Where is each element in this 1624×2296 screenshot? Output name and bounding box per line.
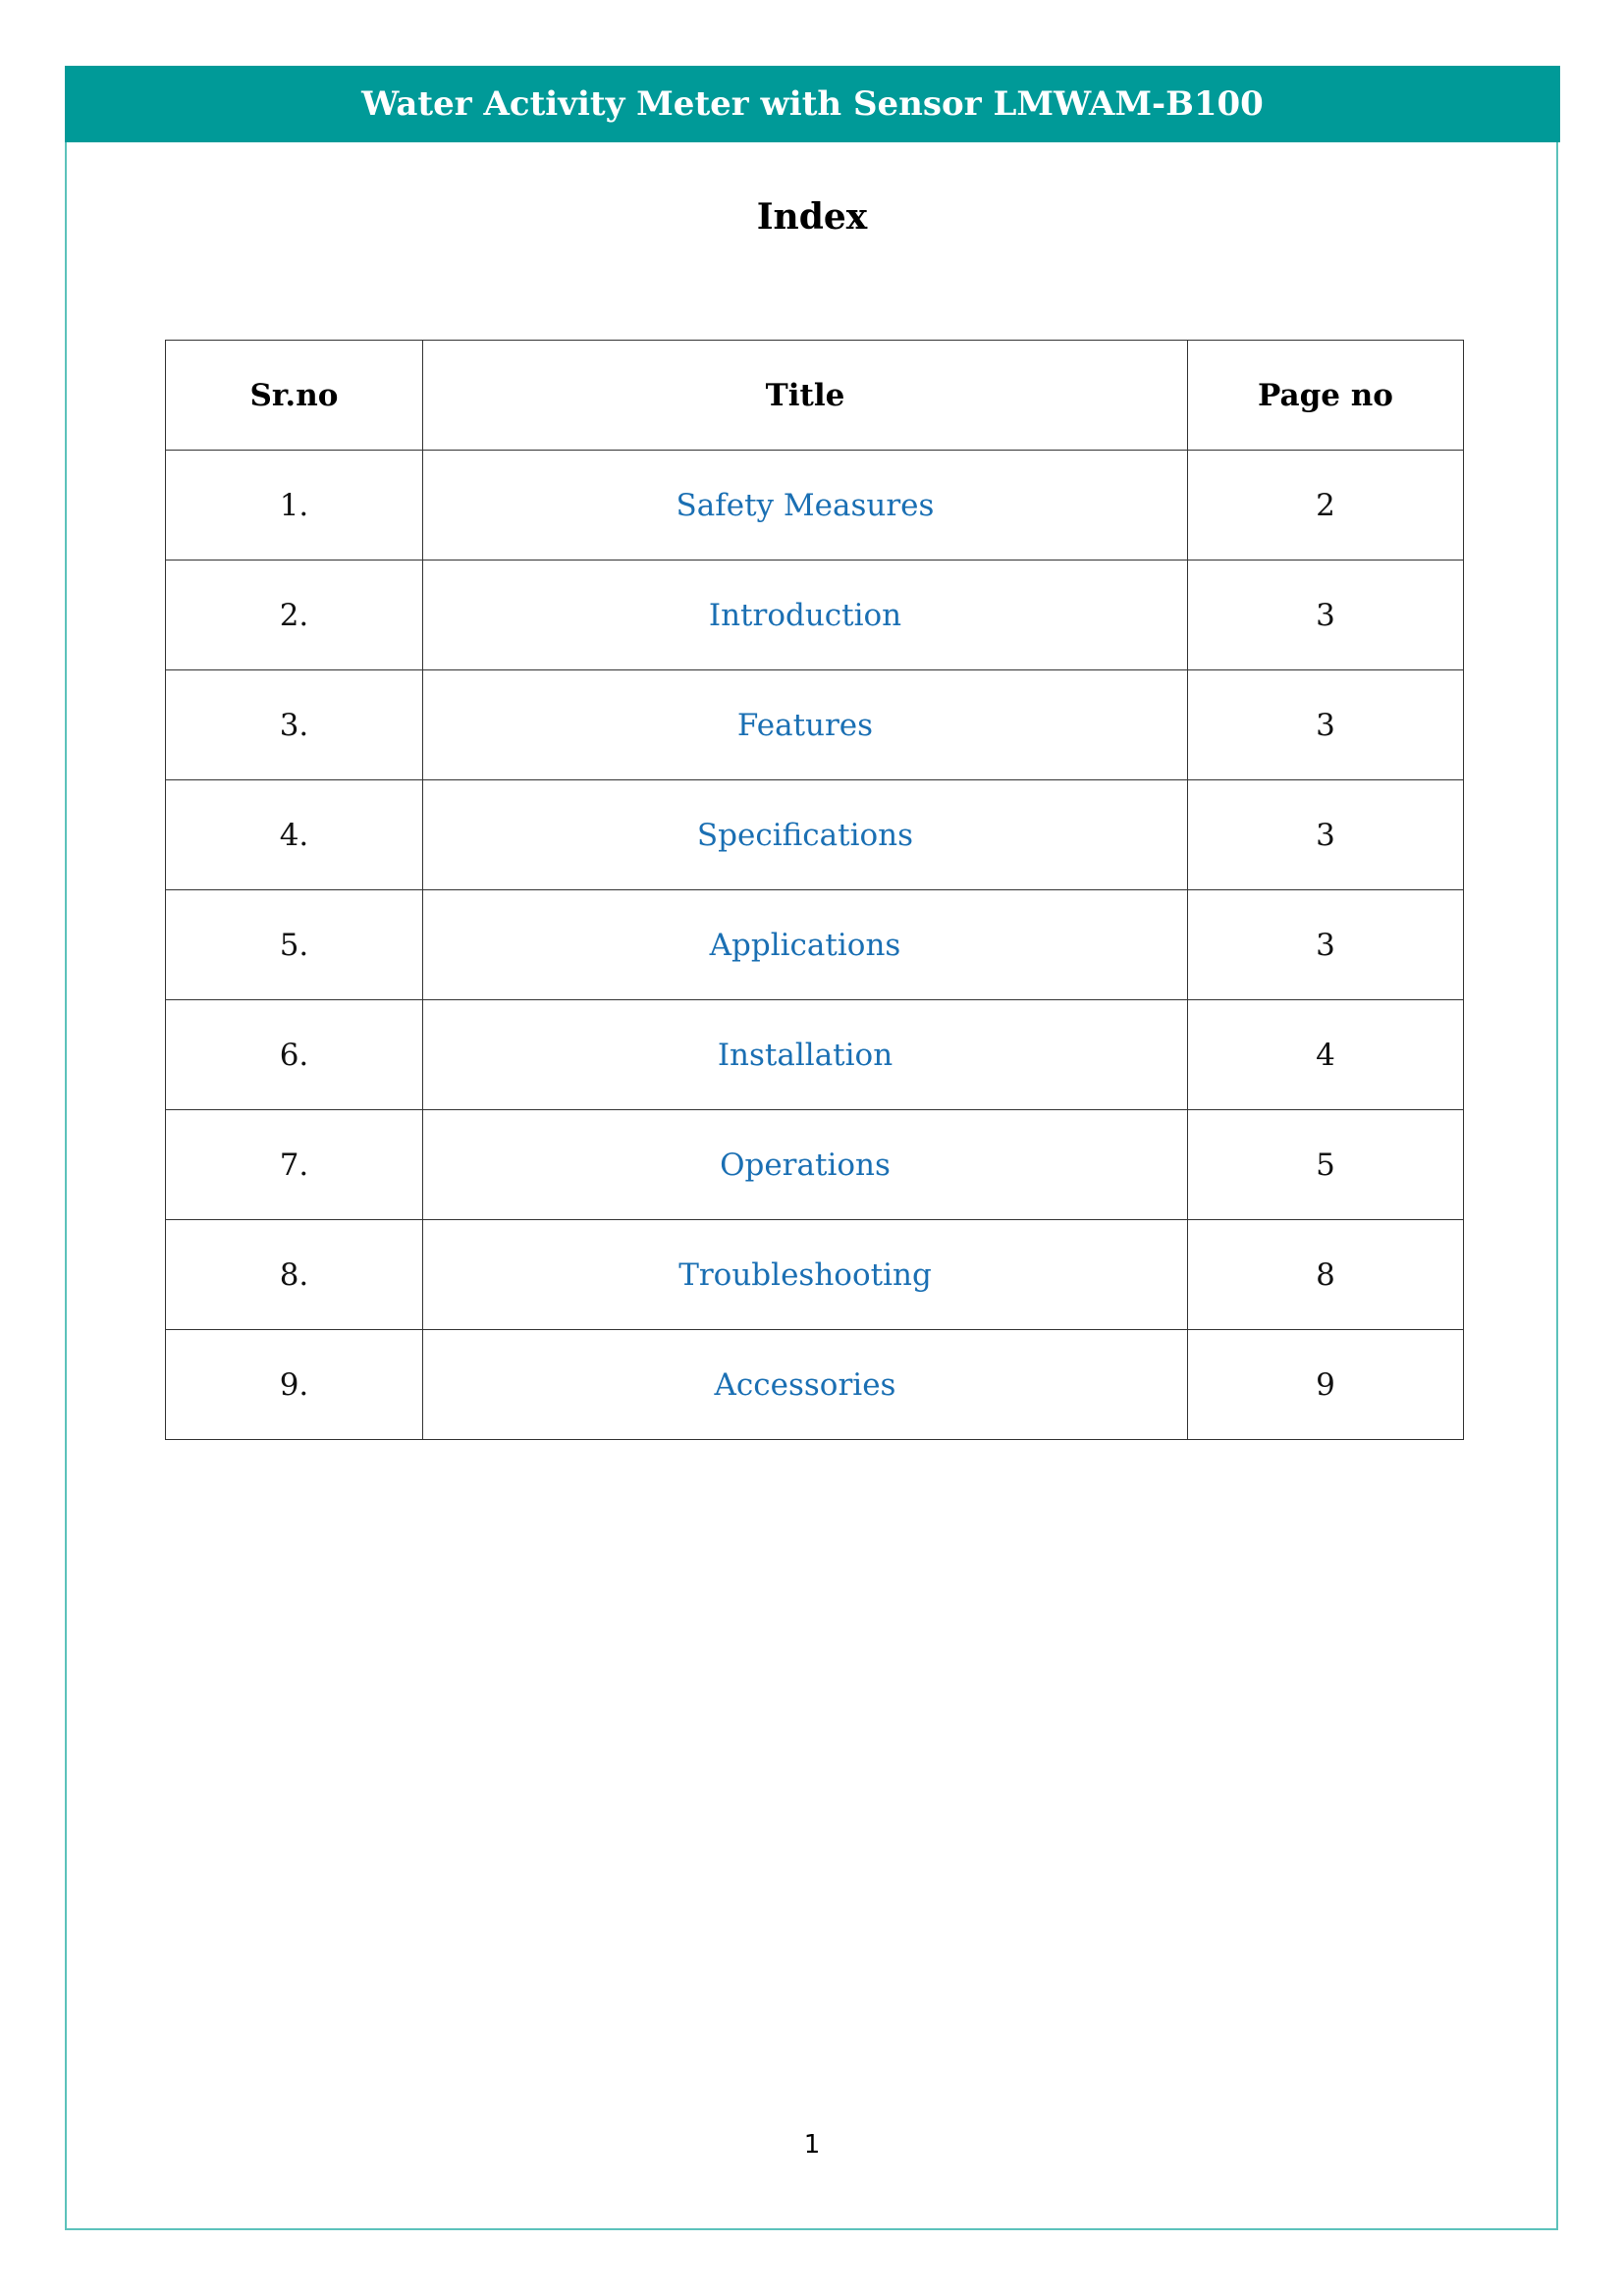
row-sr: 6.	[166, 1000, 423, 1110]
toc-link-troubleshooting[interactable]: Troubleshooting	[678, 1256, 932, 1293]
row-page: 5	[1188, 1110, 1464, 1220]
column-header-title: Title	[423, 341, 1188, 451]
toc-link-accessories[interactable]: Accessories	[714, 1366, 896, 1403]
table-row	[166, 780, 1464, 890]
table-row	[166, 451, 1464, 561]
table-row	[166, 1220, 1464, 1330]
document-title: Water Activity Meter with Sensor LMWAM-B100	[361, 84, 1264, 124]
column-header-sr: Sr.no	[166, 341, 423, 451]
row-page: 3	[1188, 561, 1464, 670]
toc-link-features[interactable]: Features	[736, 707, 874, 743]
row-sr: 2.	[166, 561, 423, 670]
toc-link-introduction[interactable]: Introduction	[708, 597, 902, 633]
row-sr: 3.	[166, 670, 423, 780]
row-page: 2	[1188, 451, 1464, 561]
row-page: 3	[1188, 890, 1464, 1000]
document-header	[65, 66, 1560, 142]
row-page: 3	[1188, 780, 1464, 890]
row-page: 9	[1188, 1330, 1464, 1440]
toc-link-safety-measures[interactable]: Safety Measures	[676, 487, 935, 523]
row-sr: 1.	[166, 451, 423, 561]
row-sr: 7.	[166, 1110, 423, 1220]
index-heading: Index	[756, 196, 868, 238]
table-header-row	[166, 341, 1464, 451]
table-row	[166, 1000, 1464, 1110]
toc-link-operations[interactable]: Operations	[720, 1147, 891, 1183]
table-row	[166, 670, 1464, 780]
table-row	[166, 561, 1464, 670]
row-sr: 9.	[166, 1330, 423, 1440]
toc-link-installation[interactable]: Installation	[717, 1037, 893, 1073]
row-page: 4	[1188, 1000, 1464, 1110]
table-row	[166, 890, 1464, 1000]
row-sr: 5.	[166, 890, 423, 1000]
row-sr: 4.	[166, 780, 423, 890]
table-row	[166, 1330, 1464, 1440]
index-table	[165, 340, 1464, 1440]
row-page: 3	[1188, 670, 1464, 780]
page-number: 1	[803, 2130, 821, 2160]
table-row	[166, 1110, 1464, 1220]
column-header-page: Page no	[1188, 341, 1464, 451]
toc-link-applications[interactable]: Applications	[709, 927, 901, 963]
row-sr: 8.	[166, 1220, 423, 1330]
toc-link-specifications[interactable]: Specifications	[696, 817, 914, 853]
row-page: 8	[1188, 1220, 1464, 1330]
